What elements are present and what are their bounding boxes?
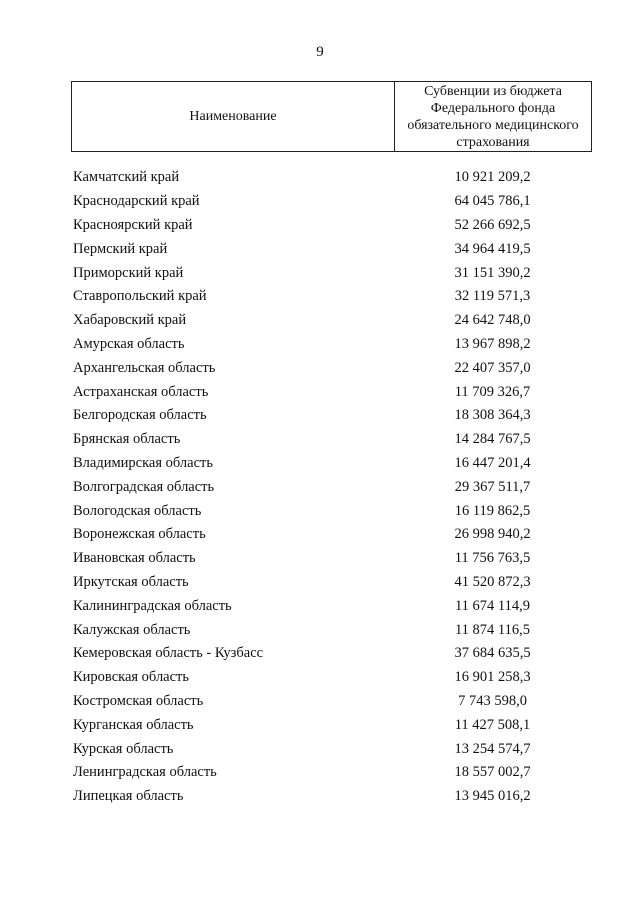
subsidy-value: 11 756 763,5	[454, 550, 531, 567]
table-row	[73, 523, 592, 547]
header-name-column: Наименование	[72, 82, 395, 151]
subsidy-value: 16 901 258,3	[454, 669, 531, 686]
subsidy-value: 11 674 114,9	[454, 597, 531, 614]
table-row	[73, 547, 592, 571]
region-name: Иркутская область	[73, 573, 189, 590]
region-name: Курская область	[73, 740, 174, 757]
header-subsidy-line: Федерального фонда	[430, 100, 556, 116]
table-row	[73, 761, 592, 785]
table-row	[73, 618, 592, 642]
subsidy-value: 16 119 862,5	[454, 502, 531, 519]
subsidy-value: 26 998 940,2	[454, 526, 531, 543]
subsidy-value: 18 308 364,3	[454, 407, 531, 424]
header-subsidy-line: Субвенции из бюджета	[424, 83, 562, 99]
region-name: Калужская область	[73, 621, 191, 638]
subsidy-value: 41 520 872,3	[454, 573, 531, 590]
region-name: Кировская область	[73, 669, 190, 686]
table-row	[73, 356, 592, 380]
table-row	[73, 499, 592, 523]
region-name: Хабаровский край	[73, 312, 187, 329]
table-row	[73, 237, 592, 261]
table-row	[73, 713, 592, 737]
table-header	[71, 81, 592, 152]
subsidy-value: 29 367 511,7	[454, 478, 531, 495]
table-row	[73, 285, 592, 309]
region-name: Владимирская область	[73, 454, 213, 471]
table-body	[73, 166, 592, 809]
region-name: Архангельская область	[73, 359, 216, 376]
region-name: Вологодская область	[73, 502, 202, 519]
header-subsidy-column	[395, 82, 591, 151]
region-name: Ленинградская область	[73, 764, 217, 781]
region-name: Амурская область	[73, 335, 185, 352]
subsidy-value: 31 151 390,2	[454, 264, 531, 281]
table-row	[73, 214, 592, 238]
subsidy-value: 52 266 692,5	[454, 216, 531, 233]
table-row	[73, 261, 592, 285]
table-row	[73, 333, 592, 357]
table-row	[73, 404, 592, 428]
region-name: Красноярский край	[73, 216, 193, 233]
table-row	[73, 380, 592, 404]
region-name: Астраханская область	[73, 383, 209, 400]
region-name: Приморский край	[73, 264, 184, 281]
subsidy-value: 13 254 574,7	[454, 740, 531, 757]
region-name: Волгоградская область	[73, 478, 215, 495]
region-name: Камчатский край	[73, 169, 180, 186]
table-row	[73, 452, 592, 476]
subsidy-value: 34 964 419,5	[454, 240, 531, 257]
subsidy-value: 37 684 635,5	[454, 645, 531, 662]
region-name: Липецкая область	[73, 788, 184, 805]
region-name: Белгородская область	[73, 407, 207, 424]
region-name: Калининградская область	[73, 597, 232, 614]
subsidy-value: 18 557 002,7	[454, 764, 531, 781]
table-row	[73, 190, 592, 214]
region-name: Курганская область	[73, 716, 194, 733]
page-number: 9	[316, 44, 324, 60]
region-name: Воронежская область	[73, 526, 206, 543]
subsidy-value: 16 447 201,4	[454, 454, 531, 471]
subsidy-value: 7 743 598,0	[458, 692, 527, 709]
subsidy-value: 11 427 508,1	[454, 716, 531, 733]
subsidy-value: 13 945 016,2	[454, 788, 531, 805]
region-name: Краснодарский край	[73, 193, 200, 210]
table-row	[73, 166, 592, 190]
table-row	[73, 737, 592, 761]
table-row	[73, 666, 592, 690]
table-row	[73, 642, 592, 666]
subsidy-value: 22 407 357,0	[454, 359, 531, 376]
table-row	[73, 475, 592, 499]
region-name: Кемеровская область - Кузбасс	[73, 645, 264, 662]
subsidy-value: 32 119 571,3	[454, 288, 531, 305]
subsidy-value: 64 045 786,1	[454, 193, 531, 210]
subsidy-value: 13 967 898,2	[454, 335, 531, 352]
table-row	[73, 690, 592, 714]
region-name: Ставропольский край	[73, 288, 207, 305]
region-name: Ивановская область	[73, 550, 196, 567]
subsidy-value: 10 921 209,2	[454, 169, 531, 186]
region-name: Брянская область	[73, 431, 181, 448]
subsidy-value: 24 642 748,0	[454, 312, 531, 329]
header-subsidy-line: обязательного медицинского	[407, 117, 579, 133]
table-row	[73, 428, 592, 452]
region-name: Костромская область	[73, 692, 204, 709]
table-row	[73, 594, 592, 618]
region-name: Пермский край	[73, 240, 168, 257]
header-subsidy-line: страхования	[456, 134, 530, 150]
table-row	[73, 571, 592, 595]
subsidy-value: 11 874 116,5	[454, 621, 531, 638]
subsidy-value: 11 709 326,7	[454, 383, 531, 400]
table-row	[73, 309, 592, 333]
table-row	[73, 785, 592, 809]
subsidy-value: 14 284 767,5	[454, 431, 531, 448]
